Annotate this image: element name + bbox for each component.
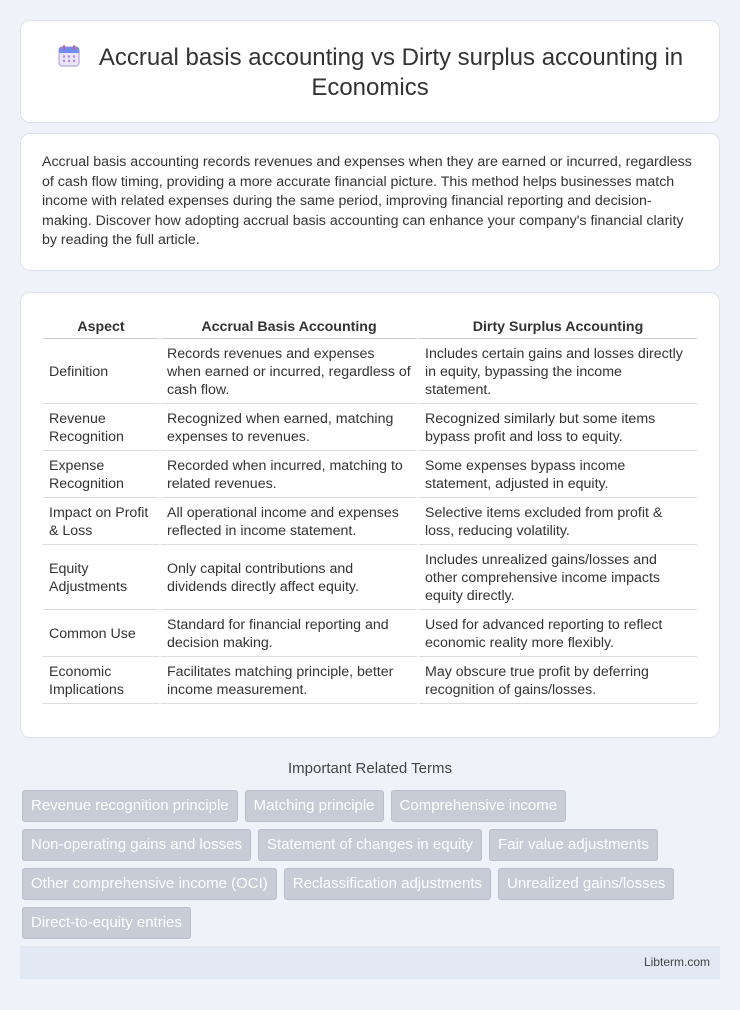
cell-dirty: Recognized similarly but some items bypass profit and loss to equity. [419, 406, 697, 451]
related-term-tag[interactable]: Direct-to-equity entries [22, 907, 191, 939]
table-row [43, 406, 697, 451]
related-term-tag[interactable]: Matching principle [245, 790, 384, 822]
related-terms-list [22, 790, 722, 946]
cell-accrual: Recognized when earned, matching expenses to revenues. [161, 406, 417, 451]
comparison-card [20, 292, 720, 738]
table-row [43, 547, 697, 610]
cell-aspect: Equity Adjustments [43, 547, 159, 610]
cell-accrual: Recorded when incurred, matching to related revenues. [161, 453, 417, 498]
cell-dirty: Used for advanced reporting to reflect economic reality more flexibly. [419, 612, 697, 657]
related-term-tag[interactable]: Comprehensive income [391, 790, 567, 822]
related-terms-heading: Important Related Terms [288, 760, 452, 777]
table-row [43, 453, 697, 498]
cell-aspect: Expense Recognition [43, 453, 159, 498]
header-aspect: Aspect [43, 314, 159, 339]
comparison-table [41, 312, 699, 706]
related-term-tag[interactable]: Reclassification adjustments [284, 868, 491, 900]
cell-aspect: Impact on Profit & Loss [43, 500, 159, 545]
cell-accrual: Facilitates matching principle, better income measurement. [161, 659, 417, 704]
table-row [43, 659, 697, 704]
cell-dirty: Includes certain gains and losses directly in equity, bypassing the income statement. [419, 341, 697, 404]
intro-card [20, 133, 720, 271]
calendar-icon [57, 44, 81, 68]
cell-dirty: Some expenses bypass income statement, adjusted in equity. [419, 453, 697, 498]
header-accrual: Accrual Basis Accounting [161, 314, 417, 339]
cell-aspect: Common Use [43, 612, 159, 657]
cell-aspect: Economic Implications [43, 659, 159, 704]
related-term-tag[interactable]: Unrealized gains/losses [498, 868, 674, 900]
footer [20, 946, 720, 979]
cell-aspect: Revenue Recognition [43, 406, 159, 451]
cell-aspect: Definition [43, 341, 159, 404]
cell-dirty: May obscure true profit by deferring recognition of gains/losses. [419, 659, 697, 704]
footer-site-link[interactable]: Libterm.com [643, 955, 710, 969]
cell-accrual: All operational income and expenses reflected in income statement. [161, 500, 417, 545]
table-row [43, 612, 697, 657]
table-row [43, 500, 697, 545]
related-term-tag[interactable]: Revenue recognition principle [22, 790, 238, 822]
cell-dirty: Selective items excluded from profit & loss, reducing volatility. [419, 500, 697, 545]
related-term-tag[interactable]: Fair value adjustments [489, 829, 658, 861]
title-card [20, 20, 720, 123]
table-header-row [43, 314, 697, 339]
cell-accrual: Standard for financial reporting and decision making. [161, 612, 417, 657]
related-term-tag[interactable]: Non-operating gains and losses [22, 829, 251, 861]
intro-paragraph: Accrual basis accounting records revenues and expenses when they are earned or incurred, regardless of cash flow timing, providing a more accurate financial picture. This method helps businesses match income with related expenses during the same period, improving financial reporting and decision-making. Discover how adopting accrual basis accounting can enhance your company's financial clarity by reading the full article. [42, 154, 692, 249]
page-title-text: Accrual basis accounting vs Dirty surplus accounting in Economics [98, 44, 684, 101]
cell-accrual: Records revenues and expenses when earned or incurred, regardless of cash flow. [161, 341, 417, 404]
header-dirty: Dirty Surplus Accounting [419, 314, 697, 339]
related-term-tag[interactable]: Statement of changes in equity [258, 829, 482, 861]
cell-dirty: Includes unrealized gains/losses and other comprehensive income impacts equity directly. [419, 547, 697, 610]
table-row [43, 341, 697, 404]
page-title [21, 43, 719, 103]
related-term-tag[interactable]: Other comprehensive income (OCI) [22, 868, 277, 900]
cell-accrual: Only capital contributions and dividends directly affect equity. [161, 547, 417, 610]
